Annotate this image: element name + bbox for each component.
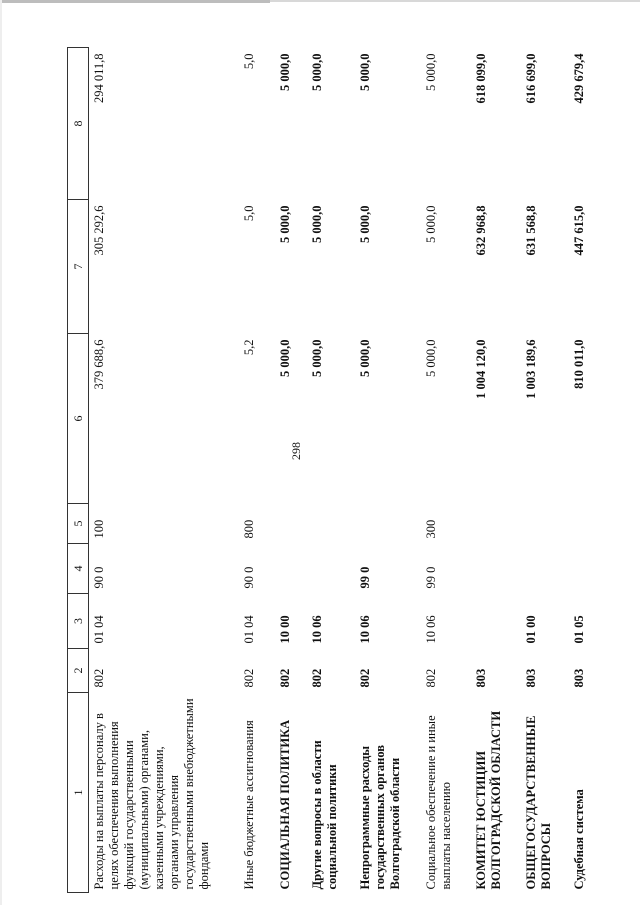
row-name-cell: КОМИТЕТ ЮСТИЦИИ ВОЛГОГРАДСКОЙ ОБЛАСТИ [473, 710, 503, 890]
amount-year1-cell: 1 004 120,0 [473, 339, 488, 399]
amount-year1-cell: 1 003 189,6 [523, 339, 538, 399]
amount-year2-cell: 5 000,0 [357, 205, 372, 243]
amount-year2-cell: 5 000,0 [423, 205, 438, 243]
amount-year2-cell: 632 968,8 [473, 205, 488, 256]
amount-year1-cell: 5,2 [241, 339, 256, 356]
code-section-cell: 01 00 [523, 615, 538, 644]
row-name-cell: Непрограммные расходы государственных органов Волгоградской области [357, 744, 402, 890]
amount-year1-cell: 5 000,0 [309, 339, 324, 377]
code-ministry-cell: 802 [277, 668, 292, 688]
code-section-cell: 10 06 [309, 615, 324, 644]
amount-year1-cell: 5 000,0 [357, 339, 372, 377]
header-cell: 6 [68, 334, 89, 504]
code-expense-type-cell [307, 504, 355, 544]
code-section-cell: 10 06 [423, 615, 438, 644]
table-row [421, 48, 471, 893]
page-number: 298 [289, 442, 303, 460]
header-cell: 2 [68, 649, 89, 693]
row-name-cell: Другие вопросы в области социальной политики [309, 740, 339, 890]
code-ministry-cell: 803 [523, 668, 538, 688]
code-section-cell: 10 06 [357, 615, 372, 644]
header-cell: 8 [68, 48, 89, 200]
code-section-cell: 01 04 [92, 615, 107, 644]
scan-left-edge [0, 0, 2, 905]
header-cell: 7 [68, 200, 89, 334]
amount-year3-cell: 5 000,0 [309, 53, 324, 91]
code-expense-type-cell: 100 [92, 519, 107, 539]
code-program-cell [275, 544, 307, 594]
code-ministry-cell: 802 [423, 668, 438, 688]
amount-year1-cell: 379 688,6 [92, 339, 107, 390]
code-ministry-cell: 803 [571, 668, 586, 688]
amount-year1-cell: 810 011,0 [571, 339, 586, 389]
code-section-cell: 10 00 [277, 615, 292, 644]
amount-year3-cell: 294 011,8 [92, 53, 107, 104]
row-name-cell: Расходы на выплаты персоналу в целях обеспечения выполнения функций государственными (муниципальными) органами, казенными учреждениями, органами управления государственными внебюджетными фондами [92, 698, 212, 890]
amount-year1-cell: 5 000,0 [277, 339, 292, 377]
row-name-cell: Иные бюджетные ассигнования [241, 720, 256, 890]
rotated-table-wrapper [67, 48, 607, 893]
amount-year2-cell: 305 292,6 [92, 205, 107, 256]
header-cell: 5 [68, 504, 89, 544]
header-row [68, 48, 89, 893]
code-program-cell: 90 0 [241, 566, 256, 589]
code-expense-type-cell [521, 504, 569, 544]
amount-year2-cell: 5,0 [241, 205, 256, 222]
amount-year3-cell: 5,0 [241, 53, 256, 70]
code-program-cell [569, 544, 607, 594]
code-expense-type-cell [275, 504, 307, 544]
table-row [471, 48, 521, 893]
header-cell: 3 [68, 594, 89, 649]
table-row [275, 48, 307, 893]
code-program-cell: 99 0 [423, 566, 438, 589]
amount-year3-cell: 5 000,0 [423, 53, 438, 91]
table-row [521, 48, 569, 893]
amount-year3-cell: 429 679,4 [571, 53, 586, 104]
code-section-cell: 01 05 [571, 615, 586, 644]
table-row [307, 48, 355, 893]
code-program-cell [471, 544, 521, 594]
code-ministry-cell: 802 [92, 668, 107, 688]
code-expense-type-cell: 800 [241, 519, 256, 539]
budget-table [67, 47, 607, 893]
header-cell: 4 [68, 544, 89, 594]
code-program-cell [521, 544, 569, 594]
amount-year2-cell: 5 000,0 [309, 205, 324, 243]
row-name-cell: СОЦИАЛЬНАЯ ПОЛИТИКА [277, 719, 292, 890]
table-row [569, 48, 607, 893]
code-section-cell: 01 04 [241, 615, 256, 644]
code-program-cell: 90 0 [92, 566, 107, 589]
code-program-cell: 99 0 [357, 566, 372, 589]
table-header [68, 48, 89, 893]
code-expense-type-cell [569, 504, 607, 544]
code-expense-type-cell [471, 504, 521, 544]
table-row [355, 48, 421, 893]
amount-year3-cell: 5 000,0 [357, 53, 372, 91]
amount-year3-cell: 618 099,0 [473, 53, 488, 104]
amount-year3-cell: 5 000,0 [277, 53, 292, 91]
row-name-cell: Социальное обеспечение и иные выплаты населению [423, 715, 453, 890]
code-ministry-cell: 802 [309, 668, 324, 688]
amount-year1-cell: 5 000,0 [423, 339, 438, 377]
code-section-cell [471, 594, 521, 649]
code-expense-type-cell [355, 504, 421, 544]
row-name-cell: ОБЩЕГОСУДАРСТВЕННЫЕ ВОПРОСЫ [523, 715, 553, 890]
code-ministry-cell: 802 [241, 668, 256, 688]
row-name-cell: Судебная система [571, 789, 586, 890]
amount-year2-cell: 447 615,0 [571, 205, 586, 256]
table-row [239, 48, 275, 893]
amount-year2-cell: 631 568,8 [523, 205, 538, 256]
header-cell: 1 [68, 693, 89, 893]
code-ministry-cell: 803 [473, 668, 488, 688]
amount-year2-cell: 5 000,0 [277, 205, 292, 243]
code-expense-type-cell: 300 [423, 519, 438, 539]
amount-year3-cell: 616 699,0 [523, 53, 538, 104]
code-ministry-cell: 802 [357, 668, 372, 688]
code-program-cell [307, 544, 355, 594]
table-row [89, 48, 239, 893]
table-body [89, 48, 607, 893]
scan-top-shadow [0, 0, 270, 3]
